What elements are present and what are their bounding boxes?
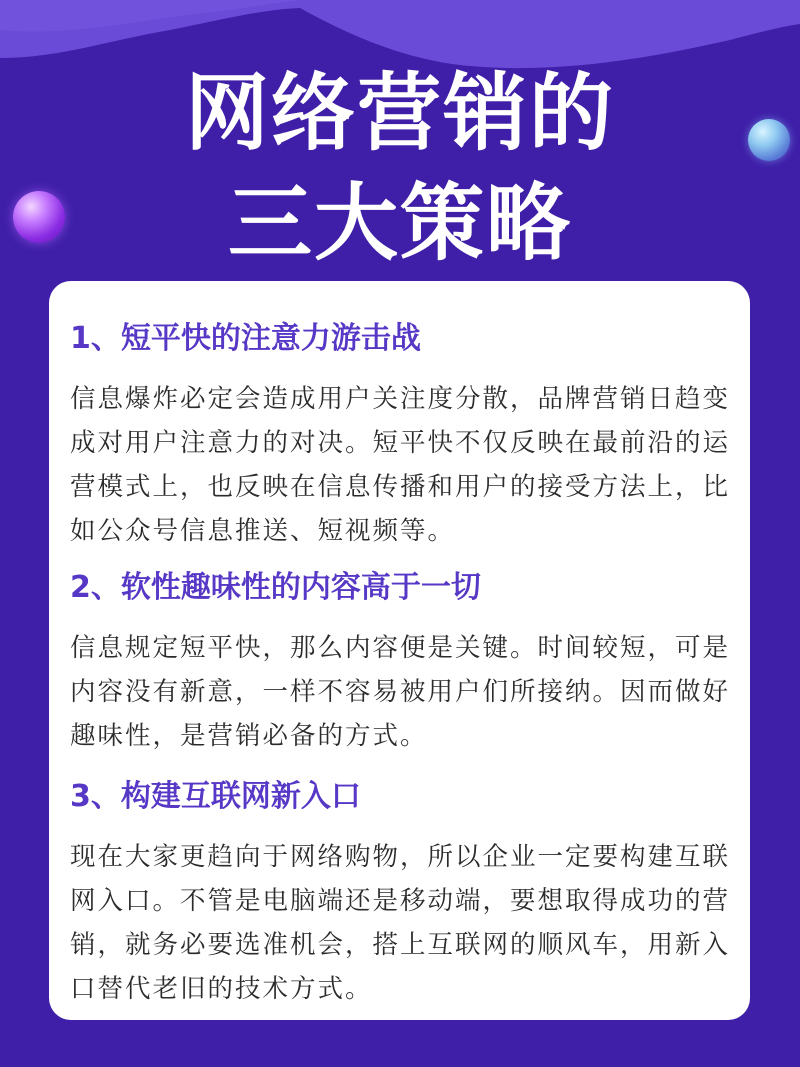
strategy-section-1	[70, 319, 730, 553]
title-line-1: 网络营销的	[184, 63, 615, 162]
strategy-section-2	[70, 568, 730, 758]
section-heading: 1、短平快的注意力游击战	[70, 321, 421, 356]
content-card	[49, 281, 750, 1020]
section-heading: 3、构建互联网新入口	[70, 779, 361, 814]
title-line-2: 三大策略	[227, 173, 572, 272]
section-body: 现在大家更趋向于网络购物，所以企业一定要构建互联网入口。不管是电脑端还是移动端，要想取得成功的营销，就务必要选准机会，搭上互联网的顺风车，用新入口替代老旧的技术方式。	[70, 842, 731, 1004]
section-heading: 2、软性趣味性的内容高于一切	[70, 570, 481, 605]
strategy-section-3	[70, 777, 730, 1011]
page-title	[0, 58, 800, 278]
section-body: 信息规定短平快，那么内容便是关键。时间较短，可是内容没有新意，一样不容易被用户们所接纳。因而做好趣味性，是营销必备的方式。	[70, 633, 731, 751]
section-body: 信息爆炸必定会造成用户关注度分散，品牌营销日趋变成对用户注意力的对决。短平快不仅反映在最前沿的运营模式上，也反映在信息传播和用户的接受方法上，比如公众号信息推送、短视频等。	[70, 384, 731, 546]
